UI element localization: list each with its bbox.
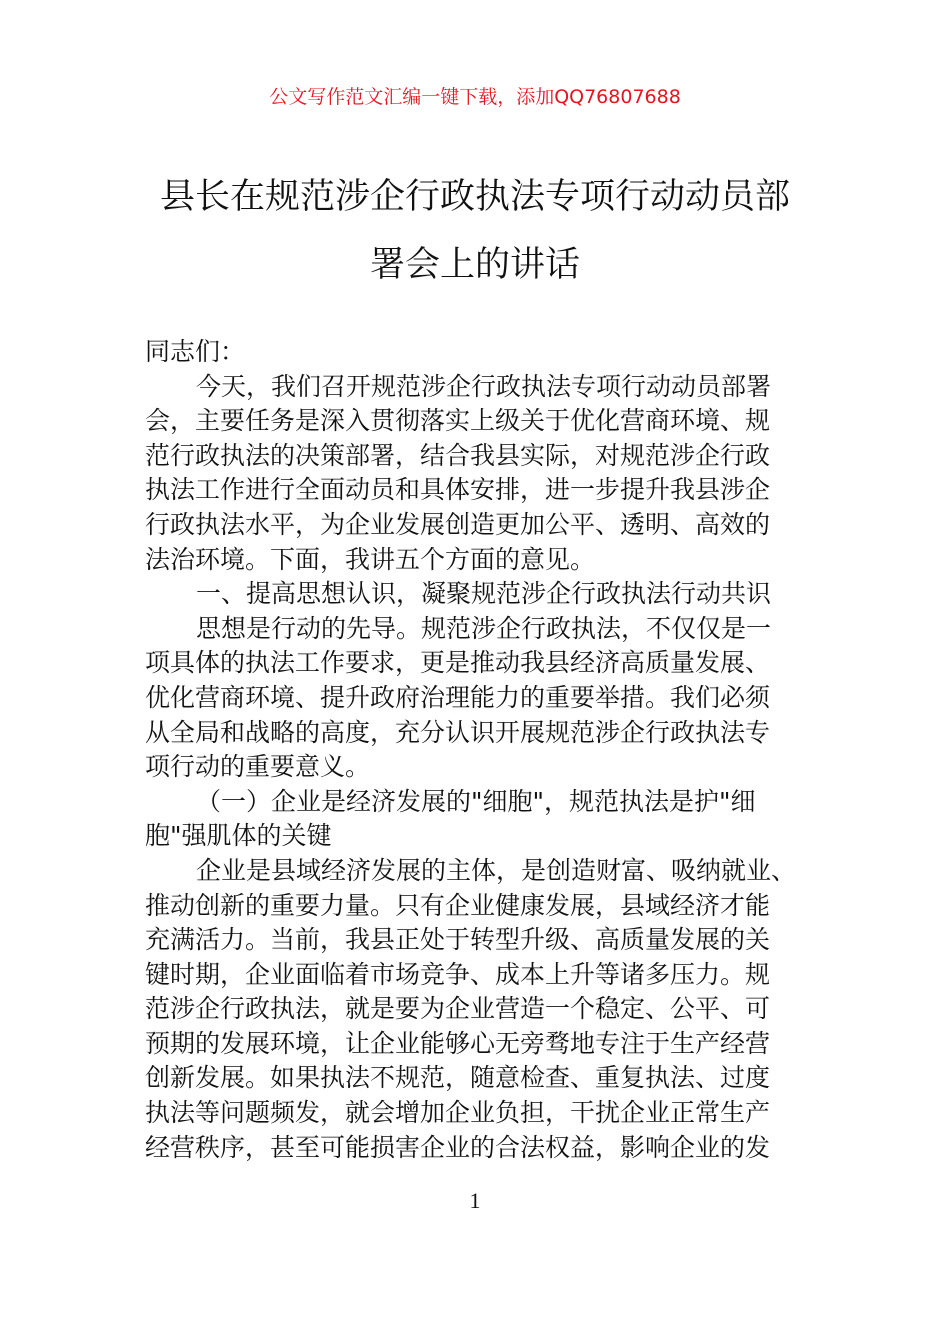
document-title-line-2: 署会上的讲话 [369,245,580,285]
text-line: （一）企业是经济发展的"细胞"，规范执法是护"细 [196,786,756,816]
text-line: 范行政执法的决策部署，结合我县实际，对规范涉企行政 [145,440,771,470]
text-line: 充满活力。当前，我县正处于转型升级、高质量发展的关 [145,925,771,955]
text-line: 经营秩序，甚至可能损害企业的合法权益，影响企业的发 [145,1132,771,1162]
page-number: 1 [469,1188,481,1213]
text-line: 法治环境。下面，我讲五个方面的意见。 [145,544,596,574]
document-title-line-1: 县长在规范涉企行政执法专项行动动员部 [159,177,790,217]
paragraph [145,577,825,612]
paragraph [145,854,825,1165]
paragraph [145,370,825,578]
text-line: 一、提高思想认识，凝聚规范涉企行政执法行动共识 [196,579,772,609]
text-line: 键时期，企业面临着市场竞争、成本上升等诸多压力。规 [145,959,771,989]
text-line: 同志们： [145,337,246,366]
text-line: 预期的发展环境，让企业能够心无旁骛地专注于生产经营 [145,1028,771,1058]
text-line: 执法工作进行全面动员和具体安排，进一步提升我县涉企 [145,475,771,505]
text-line: 今天，我们召开规范涉企行政执法专项行动动员部署 [196,371,772,401]
text-line: 项行动的重要意义。 [145,752,371,782]
text-line: 从全局和战略的高度，充分认识开展规范涉企行政执法专 [145,717,771,747]
document-body [145,335,825,1165]
text-line: 思想是行动的先导。规范涉企行政执法，不仅仅是一 [196,613,772,643]
paragraph [145,785,825,854]
text-line: 推动创新的重要力量。只有企业健康发展，县域经济才能 [145,890,771,920]
text-line: 执法等问题频发，就会增加企业负担，干扰企业正常生产 [145,1098,771,1128]
promo-header: 公文写作范文汇编一键下载，添加QQ76807688 [269,86,681,108]
paragraph [145,612,825,785]
text-line: 范涉企行政执法，就是要为企业营造一个稳定、公平、可 [145,994,771,1024]
text-line: 行政执法水平，为企业发展创造更加公平、透明、高效的 [145,509,771,539]
text-line: 胞"强肌体的关键 [145,821,332,851]
text-line: 创新发展。如果执法不规范，随意检查、重复执法、过度 [145,1063,771,1093]
text-line: 优化营商环境、提升政府治理能力的重要举措。我们必须 [145,682,771,712]
text-line: 项具体的执法工作要求，更是推动我县经济高质量发展、 [145,648,771,678]
text-line: 企业是县域经济发展的主体，是创造财富、吸纳就业、 [196,855,797,885]
text-line: 会，主要任务是深入贯彻落实上级关于优化营商环境、规 [145,406,771,436]
paragraph [145,335,825,370]
